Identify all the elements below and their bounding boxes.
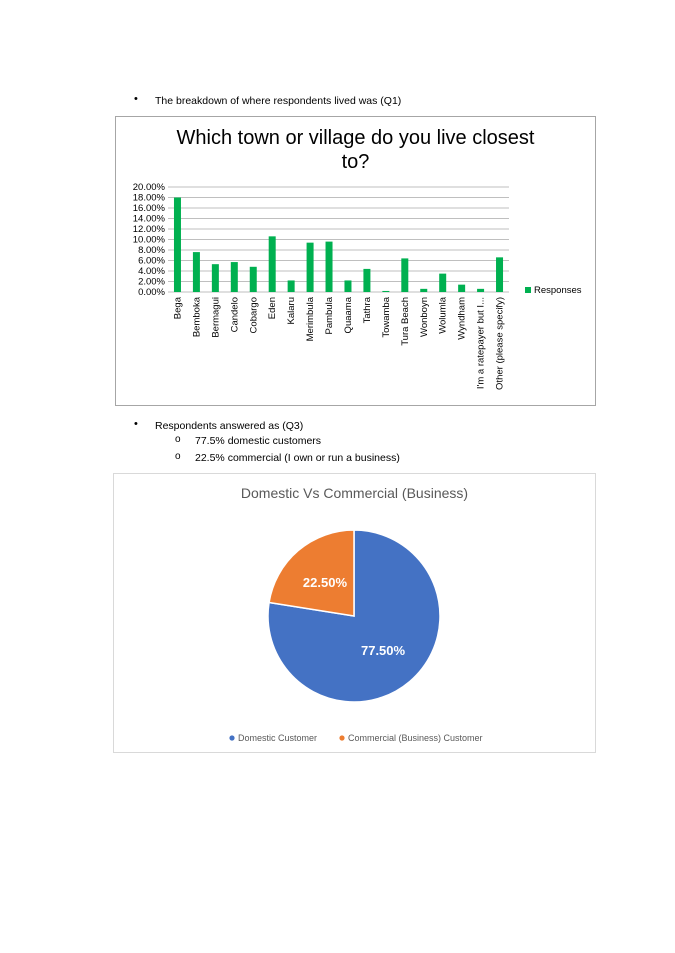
- y-tick-label: 2.00%: [138, 276, 165, 288]
- x-tick-label: Wyndham: [456, 297, 468, 340]
- x-tick-label: Bemboka: [191, 297, 203, 338]
- x-tick-label: Tura Beach: [399, 297, 411, 346]
- pie-data-label: 77.50%: [360, 643, 406, 659]
- y-tick-label: 4.00%: [138, 266, 165, 277]
- bar-chart-frame: [115, 116, 596, 406]
- bar: [477, 289, 484, 292]
- bar: [193, 252, 200, 292]
- pie-data-label: 22.50%: [302, 574, 348, 590]
- x-tick-label: Kalaru: [286, 297, 298, 325]
- y-tick-label: 8.00%: [138, 245, 165, 256]
- legend-label: Responses: [534, 285, 582, 296]
- x-tick-label: Bermagui: [210, 297, 222, 338]
- bar: [382, 291, 389, 292]
- bar: [250, 267, 257, 292]
- x-tick-label: Wolumla: [437, 297, 449, 334]
- y-tick-label: 0.00%: [138, 287, 165, 298]
- bar: [458, 285, 465, 292]
- pie-chart-frame: [113, 473, 596, 753]
- bar: [212, 264, 219, 292]
- section2-text: Respondents answered as (Q3): [155, 420, 304, 432]
- x-tick-label: Eden: [267, 297, 279, 320]
- x-tick-label: Other (please specify): [494, 297, 506, 390]
- bar: [496, 257, 503, 292]
- x-tick-label: Candelo: [229, 297, 241, 333]
- x-tick-label: I'm a ratepayer but I...: [475, 297, 487, 390]
- legend-swatch: [525, 287, 531, 293]
- bar: [344, 280, 351, 292]
- bar: [439, 274, 446, 292]
- pie-chart: [114, 474, 595, 752]
- bar-chart: [116, 117, 595, 405]
- y-tick-label: 16.00%: [132, 203, 165, 214]
- x-tick-label: Tathra: [361, 297, 373, 324]
- x-tick-label: Towamba: [380, 297, 392, 338]
- x-tick-label: Bega: [172, 297, 184, 320]
- sub-item-commercial: 22.5% commercial (I own or run a business): [195, 452, 400, 464]
- legend-marker: [339, 735, 344, 740]
- bar: [307, 243, 314, 292]
- x-tick-label: Wonboyn: [418, 297, 430, 337]
- y-tick-label: 6.00%: [138, 255, 165, 267]
- section1-text: The breakdown of where respondents lived was (Q1): [155, 95, 402, 107]
- bar: [231, 262, 238, 292]
- pie-slice: [269, 530, 354, 616]
- legend-label: Domestic Customer: [238, 733, 318, 743]
- bar: [174, 198, 181, 293]
- bar: [420, 289, 427, 292]
- circle-bullet-icon: o: [175, 434, 181, 445]
- bar: [401, 258, 408, 292]
- pie-chart-title: Domestic Vs Commercial (Business): [240, 485, 469, 501]
- bar: [326, 242, 333, 292]
- y-tick-label: 10.00%: [132, 234, 165, 246]
- x-tick-label: Cobargo: [248, 297, 260, 334]
- bar: [288, 280, 295, 292]
- y-tick-label: 14.00%: [132, 213, 165, 225]
- x-tick-label: Merimbula: [305, 297, 317, 342]
- bullet-icon: •: [134, 93, 138, 105]
- y-tick-label: 12.00%: [132, 224, 165, 235]
- x-tick-label: Pambula: [324, 297, 336, 335]
- x-tick-label: Quaama: [342, 297, 354, 334]
- bar: [363, 269, 370, 292]
- bar-chart-title-line2: to?: [341, 151, 370, 173]
- sub-item-domestic: 77.5% domestic customers: [195, 435, 322, 447]
- bar: [269, 236, 276, 292]
- circle-bullet-icon: o: [175, 451, 181, 462]
- legend-marker: [229, 735, 234, 740]
- y-tick-label: 18.00%: [132, 192, 165, 204]
- bar-chart-title-line1: Which town or village do you live closest: [176, 127, 535, 149]
- bullet-icon: •: [134, 418, 138, 430]
- legend-label: Commercial (Business) Customer: [348, 733, 483, 743]
- y-tick-label: 20.00%: [132, 182, 165, 193]
